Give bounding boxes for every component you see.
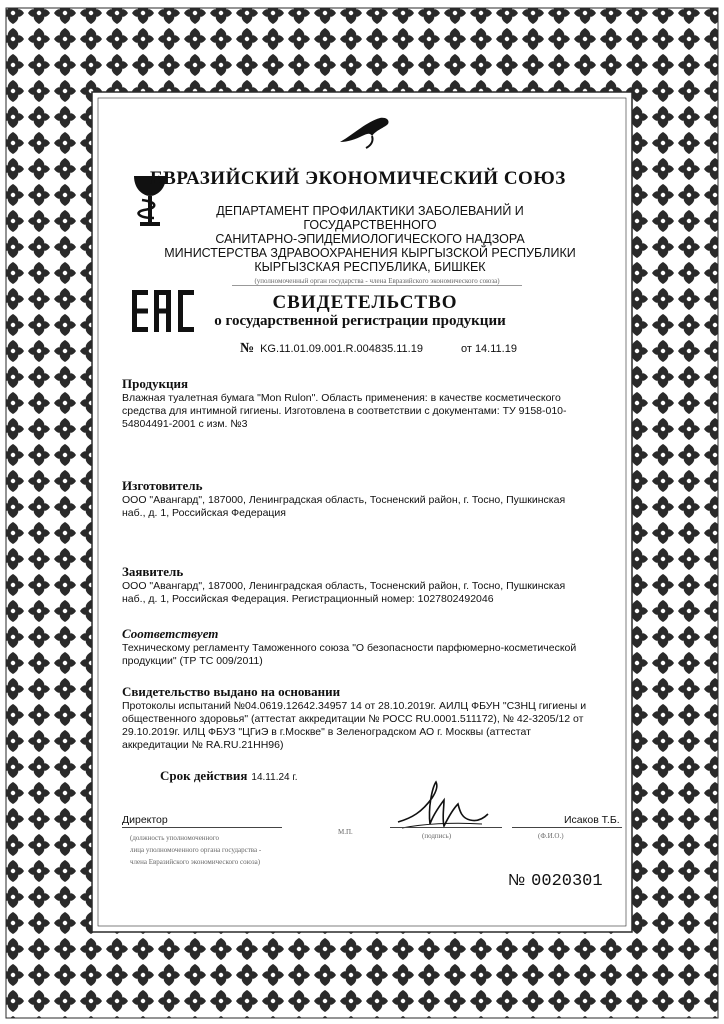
- validity-label: Срок действия: [160, 768, 248, 783]
- position-caption: [130, 832, 280, 868]
- product-section: [122, 376, 612, 431]
- signature-underline: [390, 827, 502, 828]
- authority-caption: (уполномоченный орган государства - члена Евразийского экономического союза): [232, 277, 522, 286]
- dept-line: МИНИСТЕРСТВА ЗДРАВООХРАНЕНИЯ КЫРГЫЗСКОЙ РЕСПУБЛИКИ: [164, 246, 576, 260]
- serial-symbol: №: [508, 872, 526, 889]
- department-block: [150, 204, 590, 274]
- applicant-section: [122, 564, 612, 606]
- director-position: Директор: [122, 814, 168, 826]
- certificate-title: СВИДЕТЕЛЬСТВО: [272, 292, 458, 313]
- basis-line: Протоколы испытаний №04.0619.12642.34957 14 от 28.10.2019г. АИЛЦ ФБУН "СЗНЦ гигиены и: [122, 700, 587, 712]
- dept-line: САНИТАРНО-ЭПИДЕМИОЛОГИЧЕСКОГО НАДЗОРА: [215, 232, 525, 246]
- validity-value: 14.11.24 г.: [251, 772, 298, 783]
- certificate-number: KG.11.01.09.001.R.004835.11.19: [260, 343, 423, 355]
- basis-section: [122, 684, 612, 752]
- applicant-line: наб., д. 1, Российская Федерация. Регистрационный номер: 1027802492046: [122, 593, 494, 605]
- applicant-label: Заявитель: [122, 564, 184, 579]
- fio-caption: (Ф.И.О.): [538, 832, 564, 840]
- product-line: Влажная туалетная бумага "Mon Rulon". Область применения: в качестве косметического: [122, 392, 561, 404]
- position-caption-line: (должность уполномоченного: [130, 834, 219, 842]
- certificate-subtitle: о государственной регистрации продукции: [214, 313, 506, 329]
- position-underline: [122, 827, 282, 828]
- number-symbol: №: [240, 341, 255, 356]
- conforms-line: продукции" (ТР ТС 009/2011): [122, 655, 263, 667]
- product-line: 54804491-2001 с изм. №3: [122, 418, 248, 430]
- seal-mark: М.П.: [338, 828, 353, 836]
- union-title: ЕВРАЗИЙСКИЙ ЭКОНОМИЧЕСКИЙ СОЮЗ: [150, 168, 566, 189]
- position-caption-line: члена Евразийского экономического союза): [130, 858, 261, 866]
- name-underline: [512, 827, 622, 828]
- conforms-label: Соответствует: [122, 626, 219, 641]
- signer-name: Исаков Т.Б.: [564, 814, 620, 826]
- dept-line: КЫРГЫЗСКАЯ РЕСПУБЛИКА, БИШКЕК: [254, 260, 486, 274]
- applicant-line: ООО "Авангард", 187000, Ленинградская область, Тосненский район, г. Тосно, Пушкинская: [122, 580, 566, 592]
- conforms-section: [122, 626, 612, 668]
- manufacturer-section: [122, 478, 612, 520]
- basis-line: аккредитации № RA.RU.21НН96): [122, 739, 284, 751]
- serial-value: 0020301: [531, 872, 603, 891]
- signature-caption: (подпись): [422, 832, 452, 840]
- serial-number: [508, 872, 603, 891]
- certificate-date: от 14.11.19: [460, 343, 517, 355]
- manufacturer-line: наб., д. 1, Российская Федерация: [122, 507, 286, 519]
- manufacturer-label: Изготовитель: [122, 478, 203, 493]
- basis-line: общественного здоровья" (аттестат аккредитации № РОСС RU.0001.511172), № 42-3205/12 от: [122, 713, 584, 725]
- validity-line: [160, 768, 298, 784]
- dept-line: ДЕПАРТАМЕНТ ПРОФИЛАКТИКИ ЗАБОЛЕВАНИЙ И ГОСУДАРСТВЕННОГО: [216, 204, 524, 232]
- basis-label: Свидетельство выдано на основании: [122, 684, 341, 699]
- conforms-line: Техническому регламенту Таможенного союза "О безопасности парфюмерно-косметической: [122, 642, 577, 654]
- position-caption-line: лица уполномоченного органа государства -: [130, 846, 262, 854]
- product-line: средства для интимной гигиены. Изготовлена в соответствии с документами: ТУ 9158-010-: [122, 405, 567, 417]
- bird-emblem-icon: [336, 112, 396, 152]
- manufacturer-line: ООО "Авангард", 187000, Ленинградская область, Тосненский район, г. Тосно, Пушкинская: [122, 494, 566, 506]
- basis-line: 29.10.2019г. ИЛЦ ФБУЗ "ЦГиЭ в г.Москве" в Зеленоградском АО г. Москвы (аттестат: [122, 726, 531, 738]
- signature-scribble: [392, 778, 492, 838]
- product-label: Продукция: [122, 376, 189, 391]
- certificate-number-line: [240, 341, 517, 357]
